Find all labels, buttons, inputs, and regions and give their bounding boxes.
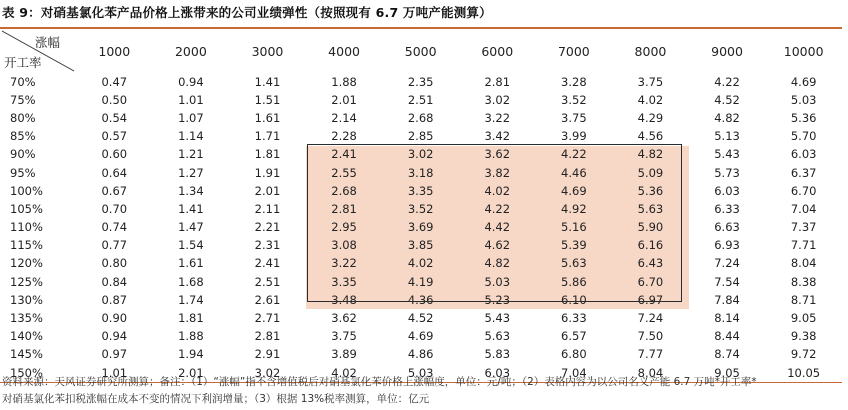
table-cell: 4.52 [714,92,740,107]
row-label: 70% [10,74,36,89]
table-cell: 1.34 [178,183,204,198]
row-label: 120% [10,256,43,271]
elasticity-table [0,29,842,383]
table-cell: 4.62 [459,237,536,255]
column-header: 2000 [174,43,207,59]
row-label: 115% [10,238,43,253]
table-cell: 1.07 [178,110,204,125]
table-cell: 4.22 [714,74,740,89]
table-cell: 6.63 [714,220,740,235]
column-header: 9000 [711,43,743,59]
table-title: 表 9：对硝基氯化苯产品价格上涨带来的公司业绩弹性（按照现有 6.7 万吨产能测算） [2,5,492,20]
table-cell: 4.46 [536,164,613,182]
table-cell: 6.03 [714,183,740,198]
table-cell: 1.01 [76,364,153,383]
row-label: 150% [0,364,76,383]
table-cell: 0.54 [101,110,128,125]
table-cell: 0.80 [101,256,128,271]
table-cell: 2.21 [254,220,281,235]
table-cell: 2.68 [407,110,434,125]
table-cell: 5.90 [612,219,689,237]
table-row [0,237,842,255]
table-cell: 5.43 [714,147,740,162]
table-cell: 6.70 [790,183,817,198]
table-cell: 3.75 [331,329,357,344]
table-cell: 4.92 [536,200,613,218]
table-cell: 5.63 [484,329,511,344]
column-header: 10000 [783,43,824,59]
table-cell: 3.82 [459,164,536,182]
table-cell: 4.69 [790,74,817,89]
table-cell: 6.97 [612,291,689,309]
table-cell: 4.02 [459,182,536,200]
table-cell: 5.70 [790,129,817,144]
corner-header-cell [0,29,76,73]
table-cell: 8.71 [790,292,817,307]
table-cell: 7.04 [536,364,613,383]
row-label: 80% [10,110,36,125]
table-cell: 2.11 [254,201,281,216]
table-cell: 1.61 [178,256,204,271]
table-cell: 6.93 [714,238,740,253]
table-cell: 2.81 [306,200,383,218]
table-cell: 8.74 [714,347,740,362]
table-cell: 8.44 [714,329,740,344]
table-cell: 2.31 [254,238,281,253]
table-cell: 7.37 [790,220,817,235]
table-cell: 4.86 [407,347,434,362]
table-cell: 2.01 [254,183,281,198]
table-cell: 4.52 [407,311,434,326]
table-cell: 5.03 [790,92,817,107]
table-cell: 5.03 [459,273,536,291]
table-cell: 3.62 [459,146,536,164]
table-cell: 2.81 [484,74,511,89]
table-cell: 4.82 [612,146,689,164]
table-cell: 3.22 [484,110,511,125]
table-cell: 1.81 [178,311,204,326]
table-row [0,164,842,182]
table-row [0,255,842,273]
table-cell: 3.02 [484,92,511,107]
table-cell: 10.05 [765,364,842,383]
table-cell: 4.02 [382,255,459,273]
table-cell: 8.04 [612,364,689,383]
table-cell: 1.41 [178,201,204,216]
column-header: 6000 [481,43,514,59]
table-row [0,109,842,127]
table-row [0,73,842,91]
table-cell: 4.69 [407,329,434,344]
column-header: 5000 [404,43,437,59]
table-cell: 4.42 [459,219,536,237]
table-cell: 4.69 [536,182,613,200]
table-cell: 5.13 [714,129,740,144]
table-cell: 4.82 [459,255,536,273]
table-cell: 7.71 [790,238,817,253]
table-row [0,328,842,346]
table-cell: 9.05 [689,364,766,383]
table-cell: 0.64 [101,165,128,180]
column-header: 4000 [328,43,360,59]
table-row [0,146,842,164]
table-cell: 8.14 [714,311,740,326]
table-cell: 0.67 [101,183,128,198]
table-cell: 3.75 [561,110,587,125]
row-label: 130% [10,292,43,307]
table-cell: 3.35 [382,182,459,200]
table-row [0,219,842,237]
table-cell: 6.70 [612,273,689,291]
table-cell: 5.16 [536,219,613,237]
table-cell: 2.55 [306,164,383,182]
table-cell: 3.02 [382,146,459,164]
row-label: 125% [10,274,43,289]
table-cell: 2.51 [407,92,434,107]
table-cell: 2.01 [153,364,230,383]
table-row [0,273,842,291]
table-cell: 2.14 [331,110,357,125]
table-cell: 0.97 [101,347,128,362]
table-cell: 3.62 [331,311,357,326]
table-cell: 5.39 [536,237,613,255]
table-cell: 7.04 [790,201,817,216]
table-cell: 1.21 [178,147,204,162]
table-cell: 2.51 [254,274,281,289]
table-cell: 1.88 [331,74,357,89]
table-cell: 3.18 [382,164,459,182]
table-cell: 0.94 [178,74,204,89]
table-cell: 5.09 [612,164,689,182]
table-cell: 1.14 [178,129,204,144]
table-cell: 0.57 [101,129,128,144]
table-cell: 6.80 [561,347,587,362]
table-cell: 1.88 [178,329,204,344]
header-row [0,29,842,73]
table-cell: 3.35 [306,273,383,291]
table-cell: 6.03 [790,147,817,162]
table-cell: 9.72 [790,347,817,362]
table-cell: 3.48 [306,291,383,309]
table-cell: 4.22 [536,146,613,164]
table-cell: 2.41 [306,146,383,164]
table-cell: 3.42 [484,129,511,144]
table-cell: 6.03 [459,364,536,383]
table-cell: 4.22 [459,200,536,218]
table-cell: 4.56 [637,129,664,144]
table-cell: 7.50 [637,329,664,344]
table-cell: 5.36 [790,110,817,125]
table-cell: 0.90 [101,311,128,326]
footnote-line-1: 资料来源：天风证券研究所测算；备注：（1）“涨幅”指不含增值税后对硝基氯化苯价格上涨幅度，单位：元/吨；（2）表格内容为以公司名义产能 6.7 万吨*开工率* [2,376,757,388]
table-cell: 0.94 [101,329,128,344]
corner-label-utilization: 开工率 [4,55,42,70]
row-label: 100% [10,183,43,198]
table-cell: 1.51 [254,92,281,107]
table-cell: 2.28 [331,129,357,144]
column-header: 8000 [634,43,667,59]
table-cell: 4.02 [637,92,664,107]
table-row [0,346,842,364]
table-cell: 8.04 [790,256,817,271]
table-cell: 3.52 [382,200,459,218]
table-cell: 7.24 [637,311,664,326]
table-cell: 1.41 [254,74,281,89]
table-cell: 2.85 [407,129,434,144]
table-cell: 1.91 [254,165,281,180]
table-cell: 3.99 [561,129,587,144]
table-cell: 0.50 [101,92,128,107]
row-label: 140% [10,329,43,344]
table-cell: 5.03 [382,364,459,383]
table-cell: 1.71 [254,129,281,144]
footnote [2,374,842,407]
table-cell: 4.19 [382,273,459,291]
table-row [0,200,842,218]
table-cell: 3.08 [306,237,383,255]
table-cell: 9.05 [790,311,817,326]
column-header: 3000 [251,43,284,59]
table-cell: 7.24 [714,256,740,271]
table-row [0,128,842,146]
row-label: 110% [10,220,43,235]
table-row [0,291,842,309]
table-cell: 3.75 [637,74,664,89]
table-cell: 0.84 [101,274,128,289]
table-cell: 5.73 [714,165,740,180]
table-cell: 4.82 [714,110,740,125]
table-cell: 2.71 [254,311,281,326]
row-label: 85% [10,129,36,144]
table-cell: 5.63 [612,200,689,218]
table-cell: 0.74 [101,220,128,235]
table-cell: 2.41 [254,256,281,271]
table-cell: 6.37 [790,165,817,180]
table-cell: 1.81 [254,147,281,162]
table-cell: 3.69 [382,219,459,237]
table-cell: 2.81 [254,329,281,344]
corner-label-increase: 涨幅 [34,35,60,50]
table-cell: 1.54 [178,238,204,253]
table-cell: 0.87 [101,292,128,307]
table-cell: 6.16 [612,237,689,255]
table-cell: 1.01 [178,92,204,107]
table-row [0,309,842,327]
row-label: 95% [10,165,36,180]
table-cell: 3.02 [229,364,306,383]
table-cell: 3.89 [331,347,357,362]
row-label: 145% [10,347,43,362]
table-cell: 1.74 [178,292,204,307]
table-cell: 7.54 [714,274,740,289]
table-cell: 1.94 [178,347,204,362]
table-cell: 1.47 [178,220,204,235]
table-cell: 0.60 [101,147,128,162]
table-cell: 3.28 [561,74,587,89]
table-cell: 5.63 [536,255,613,273]
table-cell: 0.77 [101,238,128,253]
table-cell: 5.43 [484,311,511,326]
table-cell: 2.35 [407,74,434,89]
table-cell: 5.83 [484,347,511,362]
column-header: 7000 [557,43,590,59]
row-label: 90% [10,147,36,162]
table-cell: 6.33 [714,201,740,216]
table-cell: 2.68 [306,182,383,200]
table-cell: 0.47 [101,74,128,89]
table-cell: 0.70 [101,201,128,216]
table-cell: 7.84 [714,292,740,307]
table-cell: 2.95 [306,219,383,237]
table-cell: 3.22 [306,255,383,273]
table-cell: 8.38 [790,274,817,289]
row-label: 75% [10,92,36,107]
row-label: 105% [10,201,43,216]
table-cell: 2.01 [331,92,357,107]
table-cell: 6.43 [612,255,689,273]
table-cell: 2.61 [254,292,281,307]
table-cell: 5.36 [612,182,689,200]
table-cell: 9.38 [790,329,817,344]
table-cell: 4.02 [306,364,383,383]
table-row [0,182,842,200]
table-cell: 3.52 [561,92,587,107]
table-cell: 6.57 [561,329,587,344]
footnote-line-2: 对硝基氯化苯扣税涨幅在成本不变的情况下利润增量；（3）根据 13%税率测算，单位：亿元 [2,392,430,405]
table-cell: 1.27 [178,165,204,180]
table-cell: 6.33 [561,311,587,326]
table-cell: 5.23 [459,291,536,309]
table-cell: 7.77 [637,347,664,362]
table-cell: 5.86 [536,273,613,291]
table-row [0,91,842,109]
table-cell: 3.85 [382,237,459,255]
table-cell: 4.36 [382,291,459,309]
table-cell: 1.61 [254,110,281,125]
table-cell: 2.91 [254,347,281,362]
column-header: 1000 [98,43,131,59]
row-label: 135% [10,311,43,326]
table-cell: 6.10 [536,291,613,309]
table-cell: 1.68 [178,274,204,289]
table-cell: 4.29 [637,110,664,125]
